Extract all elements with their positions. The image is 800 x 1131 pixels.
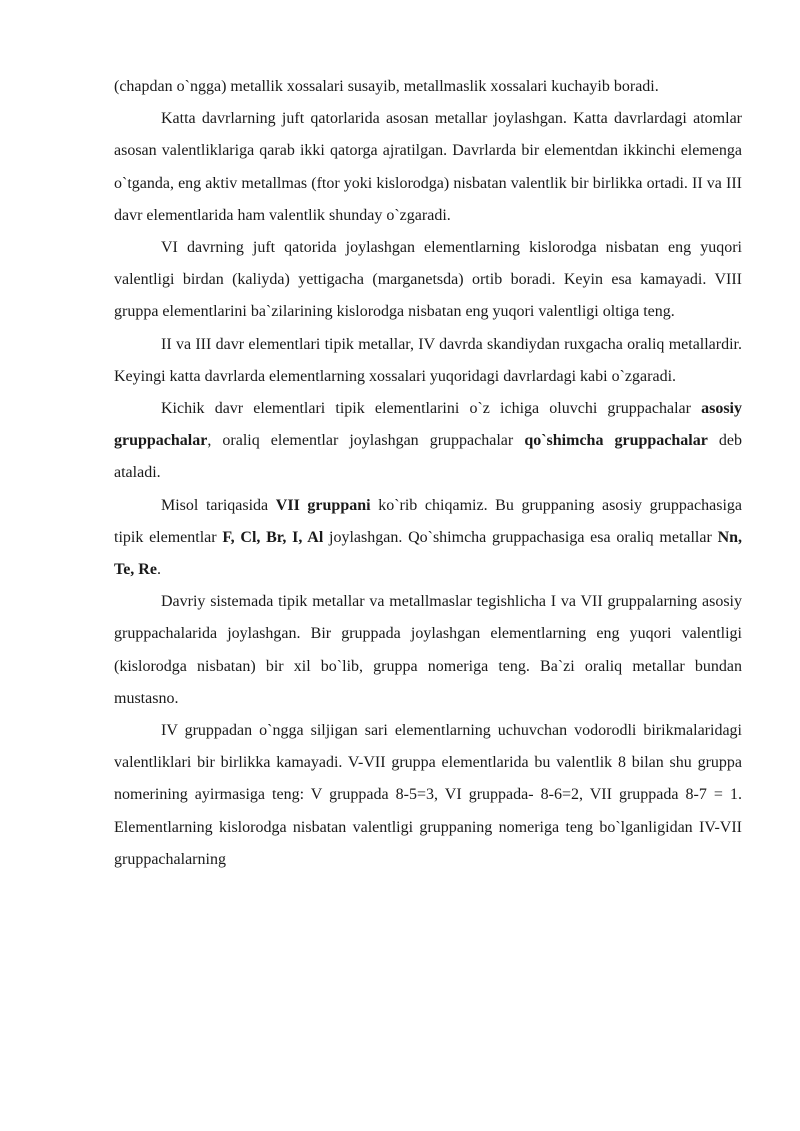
text-run: II va III davr elementlari tipik metallar, IV davrda skandiydan ruxgacha oraliq metallardir. Keyingi katta davrlarda elementlarning xossalari yuqoridagi davrlardagi kabi o`zgaradi. bbox=[114, 335, 742, 385]
paragraph-6 bbox=[114, 490, 742, 587]
paragraph-1 bbox=[114, 71, 742, 103]
paragraph-5 bbox=[114, 393, 742, 490]
paragraph-2 bbox=[114, 103, 742, 232]
text-run: , oraliq elementlar joylashgan gruppachalar bbox=[207, 432, 525, 450]
text-run: (chapdan o`ngga) metallik xossalari susayib, metallmaslik xossalari kuchayib boradi. bbox=[114, 78, 659, 95]
paragraph-7 bbox=[114, 586, 742, 715]
text-run: Davriy sistemada tipik metallar va metallmaslar tegishlicha I va VII gruppalarning asosiy gruppachalarida joylashgan. Bir gruppada joylashgan elementlarning eng yuqori valentligi (kislorodga nisbatan) bir xil bo`lib, gruppa nomeriga teng. Ba`zi oraliq metallar bundan mustasno. bbox=[114, 593, 742, 707]
paragraph-4 bbox=[114, 329, 742, 393]
text-run: Katta davrlarning juft qatorlarida asosan metallar joylashgan. Katta davrlardagi atomlar asosan valentliklariga qarab ikki qatorga ajratilgan. Davrlarda bir elementdan ikkinchi elemenga o`tganda, eng aktiv metallmas (ftor yoki kislorodga) nisbatan valentlik bir birlikka ortadi. II va III davr elementlarida ham valentlik shunday o`zgaradi. bbox=[114, 110, 742, 224]
text-run: Kichik davr elementlari tipik elementlarini o`z ichiga oluvchi gruppachalar bbox=[161, 400, 702, 418]
text-run: deb ataladi. bbox=[114, 432, 743, 482]
text-run: . bbox=[156, 561, 161, 579]
bold-term: Nn, Te, Re bbox=[114, 528, 743, 579]
text-run: Misol tariqasida bbox=[161, 496, 276, 514]
bold-term: VII gruppani bbox=[275, 496, 371, 514]
bold-term: F, Cl, Br, I, Al bbox=[222, 528, 324, 546]
text-run: ko`rib chiqamiz. Bu gruppaning asosiy gruppachasiga tipik elementlar bbox=[114, 496, 743, 546]
text-run: IV gruppadan o`ngga siljigan sari elementlarning uchuvchan vodorodli birikmalaridagi valentliklari bir birlikka kamayadi. V-VII gruppa elementlarida bu valentlik 8 bilan shu gruppa nomerining ayirmasiga teng: V gruppada 8-5=3, VI gruppada- 8-6=2, VII gruppada 8-7 = 1. Elementlarning kislorodga nisbatan valentligi gruppaning nomeriga teng bo`lganligidan IV-VII gruppachalarning bbox=[114, 722, 742, 868]
text-run: joylashgan. Qo`shimcha gruppachasiga esa oraliq metallar bbox=[323, 528, 718, 546]
text-run: VI davrning juft qatorida joylashgan elementlarning kislorodga nisbatan eng yuqori valentligi birdan (kaliyda) yettigacha (marganetsda) ortib boradi. Keyin esa kamayadi. VIII gruppa elementlarini ba`zilarining kislorodga nisbatan eng yuqori valentligi oltiga teng. bbox=[114, 239, 742, 321]
bold-term: qo`shimcha gruppachalar bbox=[524, 432, 708, 450]
document-page bbox=[114, 71, 742, 876]
paragraph-8 bbox=[114, 715, 742, 876]
paragraph-3 bbox=[114, 232, 742, 329]
bold-term: asosiy gruppachalar bbox=[114, 400, 742, 450]
